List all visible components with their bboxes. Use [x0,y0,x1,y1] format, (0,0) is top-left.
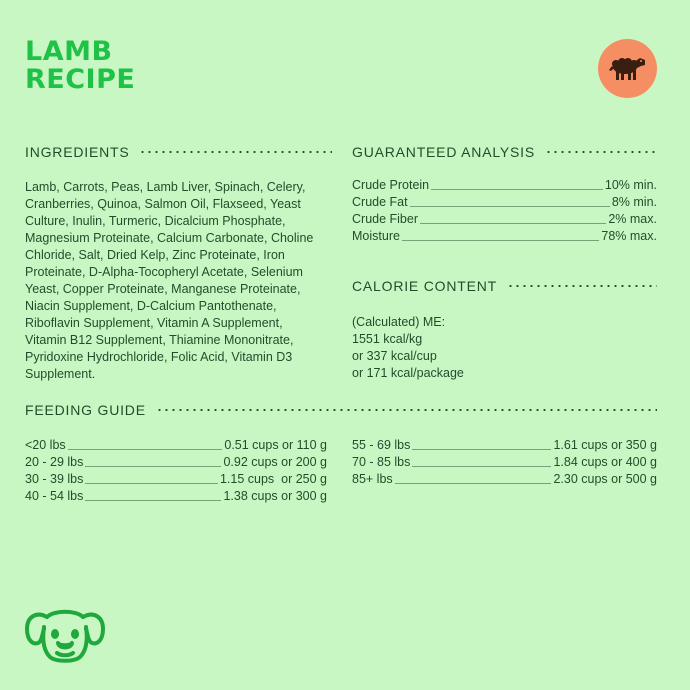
feeding-amount: 0.51 cups or 110 g [224,438,327,452]
lamb-icon [609,54,647,82]
analysis-heading-label: GUARANTEED ANALYSIS [352,144,535,160]
heading-divider [139,151,332,153]
analysis-value: 10% min. [604,178,657,192]
feeding-row [25,471,327,488]
feeding-weight: <20 lbs [25,438,66,452]
dot-leader [431,189,603,190]
analysis-row [352,177,657,194]
feeding-weight: 30 - 39 lbs [25,472,84,486]
ingredients-heading-label: INGREDIENTS [25,144,130,160]
feeding-row [25,488,327,505]
calorie-heading [352,277,657,295]
recipe-title-line2: RECIPE [25,64,136,95]
feeding-weight: 40 - 54 lbs [25,489,84,503]
feeding-amount: 1.84 cups or 400 g [553,455,657,469]
dog-face-logo-icon [24,607,106,665]
calorie-line: (Calculated) ME: [352,315,446,329]
analysis-row [352,228,657,245]
feeding-heading-label: FEEDING GUIDE [25,402,146,418]
feeding-weight: 85+ lbs [352,472,393,486]
dot-leader [412,449,551,450]
heading-divider [507,285,657,287]
calorie-heading-label: CALORIE CONTENT [352,278,498,294]
dot-leader [68,449,223,450]
dot-leader [395,483,552,484]
feeding-row [352,437,657,454]
analysis-list [352,177,657,245]
feeding-row [352,454,657,471]
feeding-list-right [352,437,657,488]
feeding-amount: 0.92 cups or 200 g [223,455,327,469]
lamb-badge [598,39,657,98]
analysis-label: Moisture [352,229,400,243]
feeding-row [25,437,327,454]
heading-divider [545,151,657,153]
feeding-heading [25,401,657,419]
feeding-amount: 1.15 cups or 250 g [219,472,327,486]
analysis-label: Crude Fiber [352,212,418,226]
feeding-list-left [25,437,327,505]
dot-leader [402,240,599,241]
analysis-value: 78% max. [601,229,657,243]
feeding-amount: 1.61 cups or 350 g [553,438,657,452]
dot-leader [85,483,218,484]
analysis-label: Crude Protein [352,178,430,192]
calorie-line: or 171 kcal/package [352,366,464,380]
feeding-row [25,454,327,471]
dot-leader [420,223,606,224]
feeding-weight: 55 - 69 lbs [352,438,411,452]
analysis-value: 8% min. [611,195,657,209]
feeding-row [352,471,657,488]
analysis-value: 2% max. [608,212,657,226]
analysis-label: Crude Fat [352,195,408,209]
feeding-weight: 20 - 29 lbs [25,455,84,469]
recipe-title-line1: LAMB [25,36,113,67]
dot-leader [410,206,610,207]
calorie-line: 1551 kcal/kg [352,332,423,346]
calorie-line: or 337 kcal/cup [352,349,437,363]
feeding-amount: 2.30 cups or 500 g [553,472,657,486]
feeding-amount: 1.38 cups or 300 g [223,489,327,503]
ingredients-text: Lamb, Carrots, Peas, Lamb Liver, Spinach, Celery, Cranberries, Quinoa, Salmon Oil, Flaxseed, Yeast Culture, Inulin, Turmeric, Dicalcium Phosphate, Magnesium Proteinate, Calcium Carbonate, Choline Chloride, Salt, Dried Kelp, Zinc Proteinate, Iron Proteinate, D-Alpha-Tocopheryl Acetate, Selenium Yeast, Copper Proteinate, Manganese Proteinate, Niacin Supplement, D-Calcium Pantothenate, Riboflavin Supplement, Vitamin A Supplement, Vitamin B12 Supplement, Thiamine Mononitrate, Pyridoxine Hydrochloride, Folic Acid, Vitamin D3 Supplement. [25,180,314,381]
ingredients-heading [25,143,332,161]
heading-divider [156,409,657,411]
dot-leader [412,466,551,467]
recipe-title [25,38,135,94]
dot-leader [85,500,221,501]
feeding-weight: 70 - 85 lbs [352,455,411,469]
analysis-row [352,211,657,228]
dot-leader [85,466,221,467]
analysis-row [352,194,657,211]
calorie-content [352,314,464,382]
analysis-heading [352,143,657,161]
brand-logo [24,607,106,670]
